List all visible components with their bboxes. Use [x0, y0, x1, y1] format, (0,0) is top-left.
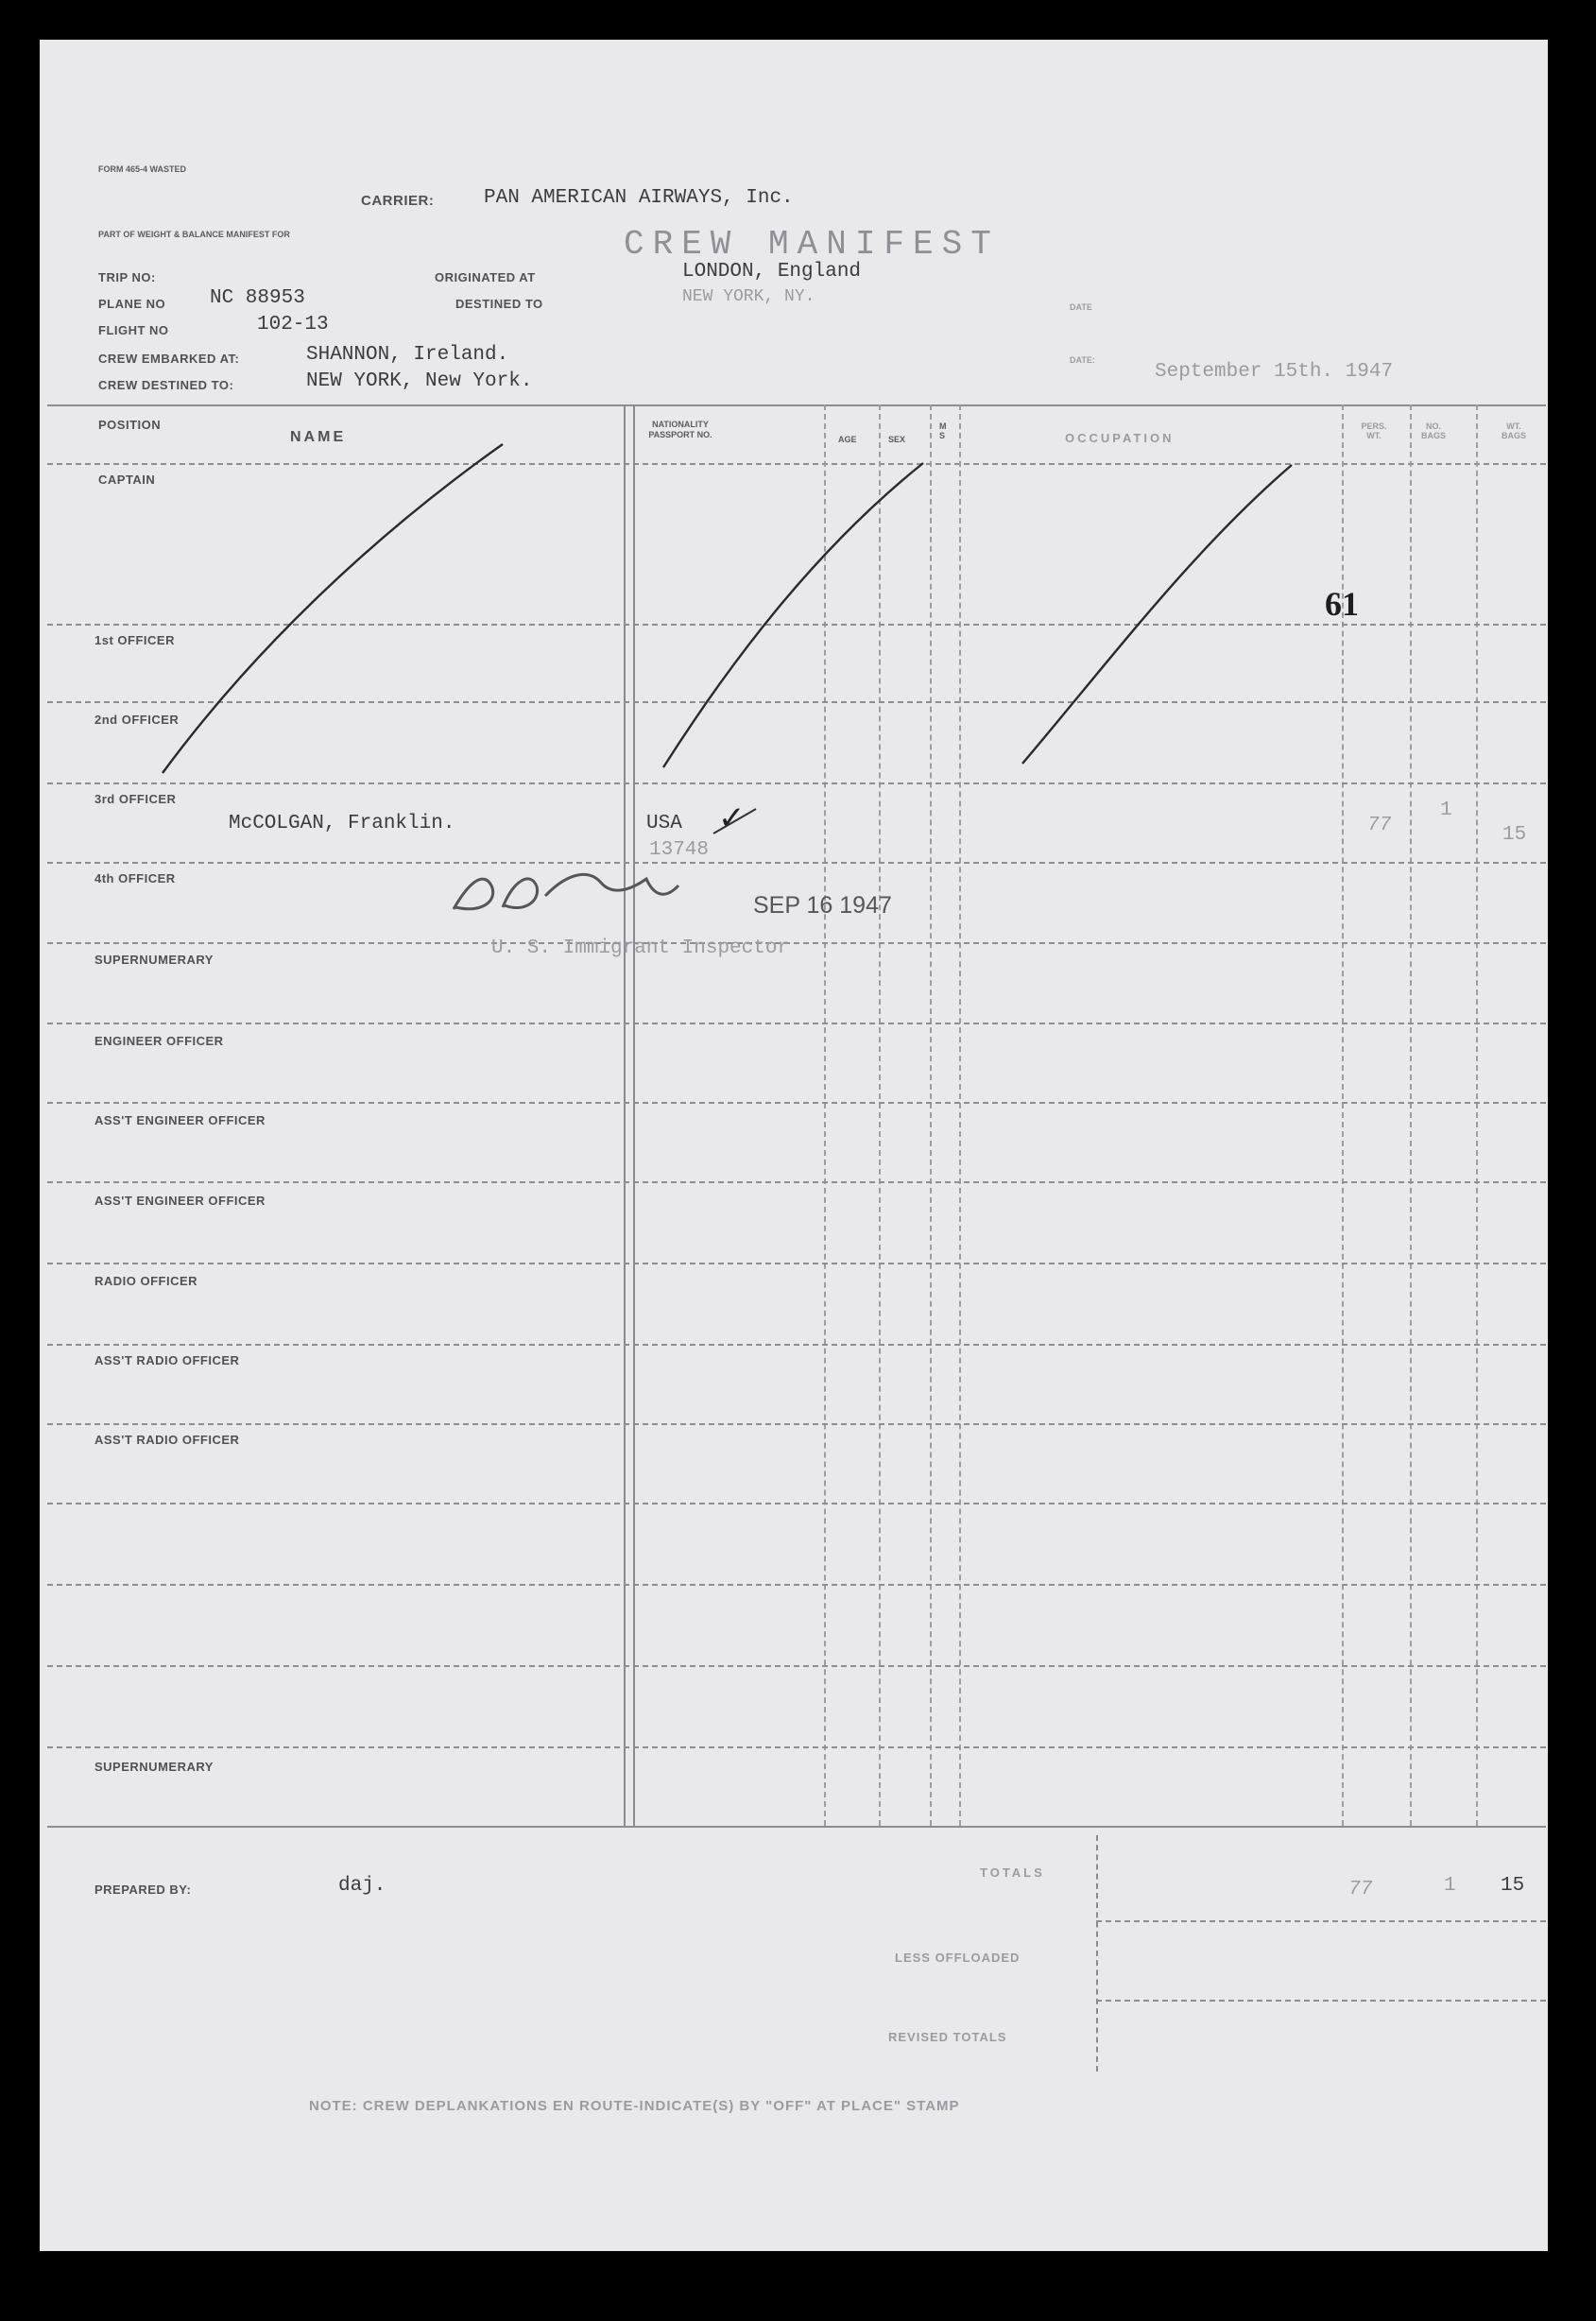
- carrier-value: PAN AMERICAN AIRWAYS, Inc.: [484, 187, 794, 209]
- date-label-top: DATE: [1070, 302, 1092, 312]
- destined-value: NEW YORK, NY.: [682, 287, 815, 306]
- less-offloaded-label: LESS OFFLOADED: [895, 1951, 1021, 1965]
- flight-no-label: FLIGHT NO: [98, 323, 169, 337]
- col-wt-bags: WT. BAGS: [1501, 421, 1526, 440]
- originated-label: ORIGINATED AT: [435, 270, 536, 284]
- originated-value: LONDON, England: [682, 261, 862, 283]
- entry-nationality: USA: [646, 813, 682, 834]
- strike-line-occupation: [1022, 465, 1292, 764]
- col-no-bags: NO. BAGS: [1420, 421, 1446, 440]
- pos-1st-officer: 1st OFFICER: [94, 633, 175, 647]
- pos-supernumerary: SUPERNUMERARY: [94, 953, 214, 967]
- pos-2nd-officer: 2nd OFFICER: [94, 713, 180, 727]
- plane-no-label: PLANE NO: [98, 297, 166, 311]
- col-nationality: NATIONALITY PASSPORT NO.: [648, 420, 712, 439]
- col-sex: SEX: [888, 435, 906, 444]
- pos-4th-officer: 4th OFFICER: [94, 871, 176, 885]
- prepared-by-value: daj.: [338, 1875, 386, 1897]
- pos-radio-officer: RADIO OFFICER: [94, 1274, 198, 1288]
- strike-line-name: [163, 444, 503, 773]
- totals-pers-wt: 77: [1348, 1879, 1373, 1900]
- page-title: CREW MANIFEST: [624, 225, 1000, 264]
- entry-no-bags: 1: [1440, 799, 1452, 821]
- check-mark: ✓: [718, 799, 746, 837]
- carrier-label: CARRIER:: [361, 193, 435, 209]
- pos-engineer-officer: ENGINEER OFFICER: [94, 1034, 224, 1048]
- pos-asst-radio-2: ASS'T RADIO OFFICER: [94, 1433, 240, 1447]
- embarked-label: CREW EMBARKED AT:: [98, 352, 240, 366]
- prepared-by-label: PREPARED BY:: [94, 1883, 192, 1897]
- pos-asst-engineer-2: ASS'T ENGINEER OFFICER: [94, 1194, 266, 1208]
- stamp-date: SEP 16 1947: [753, 892, 892, 919]
- col-pers-wt: PERS. WT.: [1361, 421, 1387, 440]
- trip-no-label: TRIP NO:: [98, 270, 156, 284]
- form-number: FORM 465-4 WASTED: [98, 164, 187, 174]
- strike-line-nationality: [663, 463, 923, 767]
- totals-no-bags: 1: [1444, 1875, 1456, 1897]
- crew-destined-value: NEW YORK, New York.: [306, 370, 533, 392]
- crew-destined-label: CREW DESTINED TO:: [98, 378, 234, 392]
- flight-no-value: 102-13: [257, 314, 329, 335]
- page-number: 61: [1325, 585, 1359, 623]
- pos-supernumerary-2: SUPERNUMERARY: [94, 1760, 214, 1774]
- entry-wt-bags: 15: [1502, 824, 1527, 846]
- pos-asst-engineer-1: ASS'T ENGINEER OFFICER: [94, 1113, 266, 1127]
- manifest-sheet: [40, 40, 1548, 2251]
- col-age: AGE: [838, 435, 857, 444]
- date-label: DATE:: [1070, 355, 1095, 365]
- col-occupation: OCCUPATION: [1065, 431, 1175, 445]
- col-position: POSITION: [98, 418, 162, 432]
- pos-3rd-officer: 3rd OFFICER: [94, 792, 177, 806]
- entry-passport: 13748: [649, 839, 710, 861]
- pos-asst-radio-1: ASS'T RADIO OFFICER: [94, 1353, 240, 1367]
- plane-no-value: NC 88953: [210, 287, 305, 309]
- destined-label: DESTINED TO: [455, 297, 543, 311]
- totals-wt-bags: 15: [1501, 1875, 1525, 1897]
- embarked-value: SHANNON, Ireland.: [306, 344, 509, 366]
- totals-label: TOTALS: [980, 1865, 1045, 1880]
- pos-captain: CAPTAIN: [98, 473, 156, 487]
- entry-name: McCOLGAN, Franklin.: [229, 813, 455, 834]
- revised-totals-label: REVISED TOTALS: [888, 2030, 1007, 2044]
- part-of-weight-label: PART OF WEIGHT & BALANCE MANIFEST FOR: [98, 230, 290, 239]
- col-ms: M S: [939, 421, 947, 440]
- date-value: September 15th. 1947: [1155, 361, 1394, 383]
- ink-layer: [40, 40, 1548, 2251]
- check-tail: [713, 809, 756, 834]
- inspector-signature: [454, 874, 678, 909]
- footer-note: NOTE: CREW DEPLANKATIONS EN ROUTE-INDICATE(S) BY "OFF" AT PLACE" STAMP: [309, 2098, 960, 2114]
- stamp-inspector: U. S. Immigrant Inspector: [491, 937, 790, 959]
- entry-pers-wt: 77: [1367, 815, 1392, 836]
- col-name: NAME: [290, 429, 347, 445]
